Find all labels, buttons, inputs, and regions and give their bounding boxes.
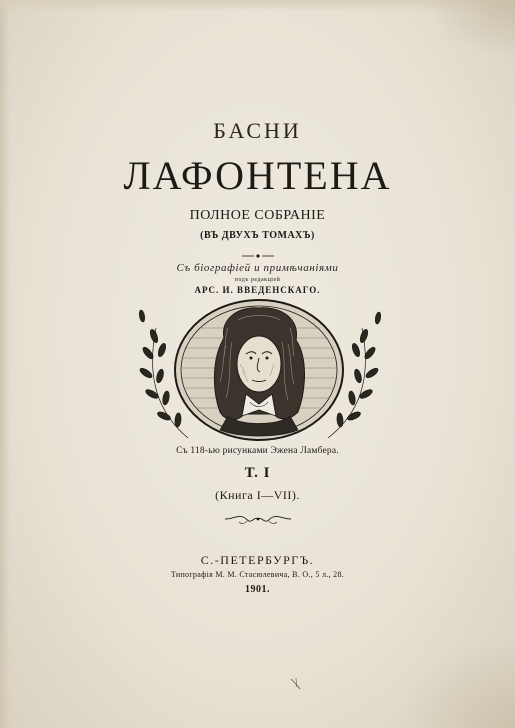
editor-name: АРС. И. ВВЕДЕНСКАГО. xyxy=(194,285,321,295)
ornament-divider-flourish xyxy=(0,512,515,526)
ornament-divider-small xyxy=(0,248,515,258)
ornament-dash-dot-icon xyxy=(238,251,278,261)
paper-stain-top-right xyxy=(425,0,515,60)
printer-line: Типографія М. М. Стасюлевича, В. О., 5 л., 28. xyxy=(170,570,345,579)
books-range: (Книга I—VII). xyxy=(215,488,300,502)
title-line-1: БАСНИ xyxy=(213,118,302,143)
paper-edge-left xyxy=(0,0,10,728)
title-line-2: ЛАФОНТЕНА xyxy=(123,153,392,198)
publication-year: 1901. xyxy=(245,584,270,595)
subtitle: ПОЛНОЕ СОБРАНІЕ xyxy=(189,208,326,223)
pencil-mark-icon xyxy=(288,676,304,692)
biography-note: Съ біографіей и примѣчаніями xyxy=(176,262,339,274)
editor-prefix: подъ редакціей xyxy=(234,277,281,283)
illustrations-note: Съ 118-ью рисунками Эжена Ламбера. xyxy=(176,446,339,456)
volumes-note: (ВЪ ДВУХЪ ТОМАХЪ) xyxy=(200,230,315,241)
flourish-icon xyxy=(223,512,293,526)
paper-stain-bottom-right xyxy=(395,638,515,728)
volume-number: Т. I xyxy=(244,465,271,481)
city: С.-ПЕТЕРБУРГЪ. xyxy=(200,553,315,567)
portrait-medallion-icon xyxy=(128,298,390,448)
